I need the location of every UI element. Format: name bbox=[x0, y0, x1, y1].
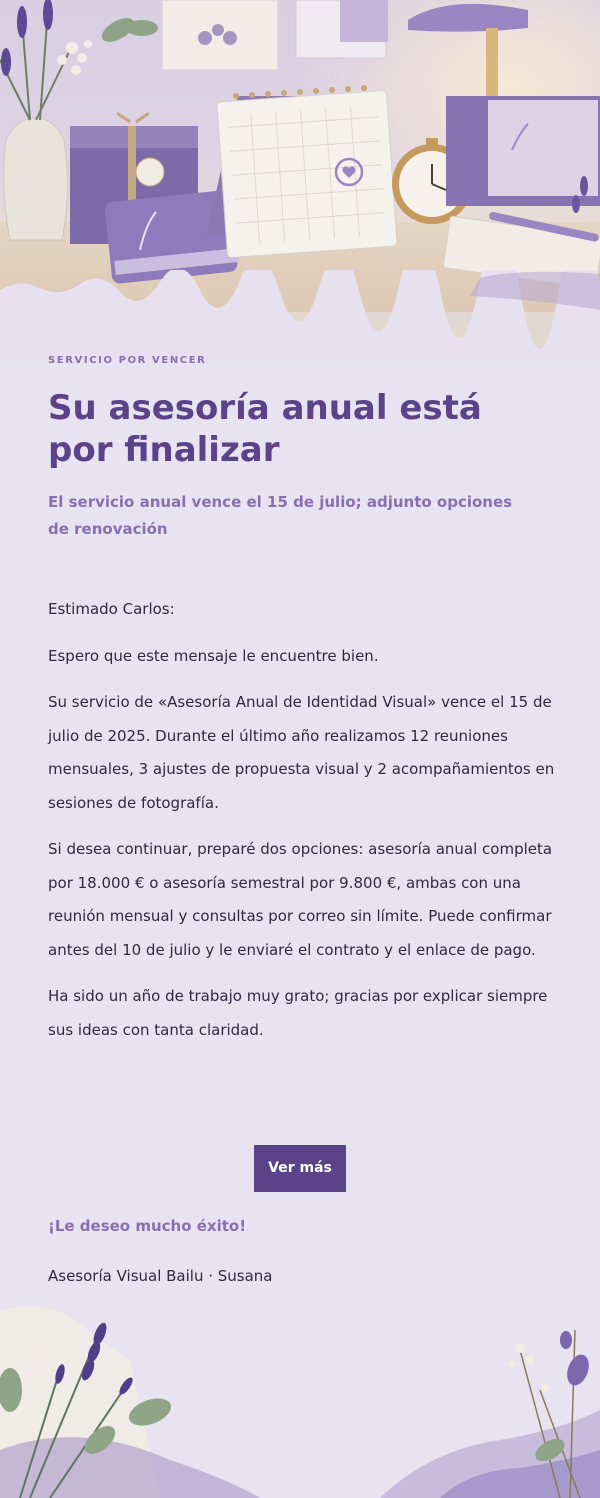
body-paragraph: Espero que este mensaje le encuentre bien. bbox=[48, 646, 379, 665]
greeting: Estimado Carlos: bbox=[48, 600, 175, 618]
body-paragraph: Su servicio de «Asesoría Anual de Identidad Visual» vence el 15 de julio de 2025. Durante el último año realizamos 12 reuniones mensuales, 3 ajustes de propuesta visual y 2 acompañamientos en sesiones de fotografía. bbox=[48, 693, 555, 812]
eyebrow-label: SERVICIO POR VENCER bbox=[48, 355, 207, 366]
email-body bbox=[48, 593, 556, 1047]
email-title: Su asesoría anual está por finalizar bbox=[48, 388, 482, 470]
hero-illustration bbox=[0, 0, 600, 360]
email-content bbox=[48, 355, 556, 1060]
body-paragraph: Si desea continuar, preparé dos opciones: asesoría anual completa por 18.000 € o asesoría semestral por 9.800 €, ambas con una reunión mensual y consultas por correo sin límite. Puede confirmar antes del 10 de julio y le enviaré el contrato y el enlace de pago. bbox=[48, 840, 553, 959]
closing-line: ¡Le deseo mucho éxito! bbox=[48, 1217, 247, 1235]
ver-mas-button[interactable]: Ver más bbox=[254, 1145, 346, 1192]
signature: Asesoría Visual Bailu · Susana bbox=[48, 1267, 273, 1285]
footer-floral-art bbox=[0, 1300, 600, 1498]
calendar-icon bbox=[206, 85, 397, 258]
body-paragraph: Ha sido un año de trabajo muy grato; gracias por explicar siempre sus ideas con tanta claridad. bbox=[48, 987, 548, 1039]
gift-box-right bbox=[446, 96, 600, 206]
email-subtitle: El servicio anual vence el 15 de julio; adjunto opciones de renovación bbox=[48, 493, 513, 538]
cta-container bbox=[0, 1145, 600, 1192]
